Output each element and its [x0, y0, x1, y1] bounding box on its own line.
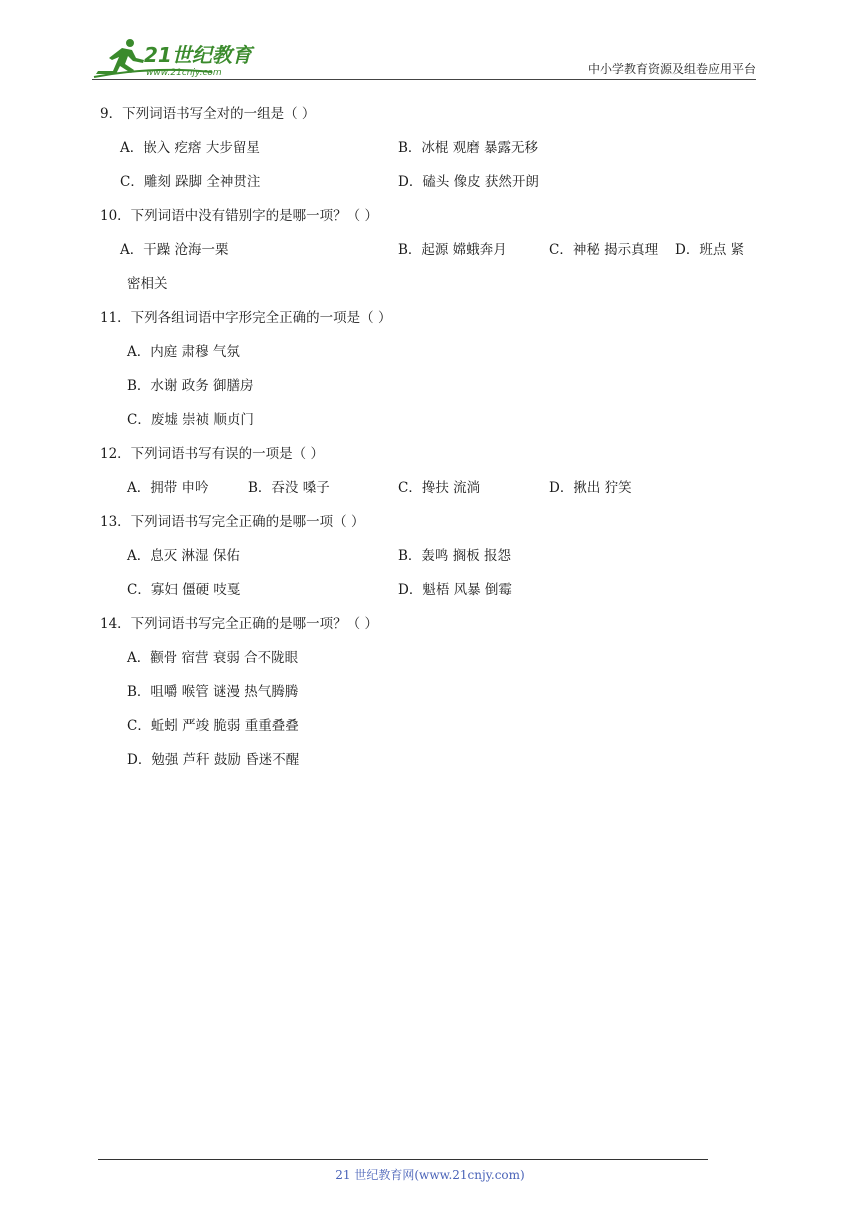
question-12-option-a[interactable]: A．拥带 申吟: [127, 480, 209, 496]
logo-text: 21世纪教育: [144, 43, 252, 67]
question-9-option-b[interactable]: B．冰棍 观磨 暴露无移: [398, 140, 539, 156]
question-11-option-c[interactable]: C．废墟 崇祯 顺贞门: [127, 412, 254, 428]
footer-link[interactable]: 21 世纪教育网(www.21cnjy.com): [335, 1168, 525, 1182]
question-13-option-c[interactable]: C．寡妇 僵硬 吱戛: [127, 582, 241, 598]
question-10-option-d[interactable]: D．班点 紧: [675, 242, 745, 258]
page-header: [92, 30, 756, 80]
question-12-row-1: [100, 478, 760, 498]
footer-divider: [98, 1159, 708, 1160]
question-13-row-1: [100, 546, 760, 566]
logo-url: www.21cnjy.com: [146, 68, 222, 78]
question-10-row-1: [100, 240, 760, 260]
question-9-option-c[interactable]: C．雕刻 跺脚 全神贯注: [120, 174, 261, 190]
question-12-option-b[interactable]: B．吞没 嗓子: [248, 480, 330, 496]
question-9-stem: 9．下列词语书写全对的一组是（ ）: [100, 106, 316, 122]
question-13-option-b[interactable]: B．轰鸣 搁板 报怨: [398, 548, 512, 564]
question-14-option-b[interactable]: B．咀嚼 喉管 谜漫 热气腾腾: [127, 684, 299, 700]
question-10-stem: 10．下列词语中没有错别字的是哪一项？（ ）: [100, 208, 378, 224]
runner-icon: [96, 39, 144, 74]
question-13-row-2: [100, 580, 760, 600]
question-9-option-d[interactable]: D．磕头 像皮 获然开朗: [398, 174, 539, 190]
question-9-option-a[interactable]: A．嵌入 疙瘩 大步留星: [120, 140, 260, 156]
question-11-option-a[interactable]: A．内庭 肃穆 气氛: [127, 344, 240, 360]
question-10-option-c[interactable]: C．神秘 揭示真理: [549, 242, 659, 258]
question-14-option-a[interactable]: A．颧骨 宿营 衰弱 合不陇眼: [127, 650, 299, 666]
question-9-row-1: [100, 138, 760, 158]
question-14-option-d[interactable]: D．勉强 芦秆 鼓励 昏迷不醒: [127, 752, 300, 768]
question-10-option-b[interactable]: B．起源 嫦蛾奔月: [398, 242, 507, 258]
question-12-stem: 12．下列词语书写有误的一项是（ ）: [100, 446, 324, 462]
question-12-option-d[interactable]: D．揪出 狞笑: [549, 480, 632, 496]
header-divider: [92, 79, 756, 80]
question-13-option-d[interactable]: D．魁梧 风暴 倒霉: [398, 582, 512, 598]
logo: [92, 36, 262, 78]
question-13-stem: 13．下列词语书写完全正确的是哪一项（ ）: [100, 514, 365, 530]
platform-name: 中小学教育资源及组卷应用平台: [587, 62, 756, 76]
question-10-option-a[interactable]: A．干躁 沧海一栗: [120, 242, 229, 258]
question-9-row-2: [100, 172, 760, 192]
question-14-option-c[interactable]: C．蚯蚓 严竣 脆弱 重重叠叠: [127, 718, 299, 734]
question-13-option-a[interactable]: A．息灭 淋湿 保佑: [127, 548, 240, 564]
question-12-option-c[interactable]: C．搀扶 流淌: [398, 480, 481, 496]
question-14-stem: 14．下列词语书写完全正确的是哪一项？（ ）: [100, 616, 378, 632]
question-10-option-d-continued: 密相关: [127, 276, 168, 292]
question-11-stem: 11．下列各组词语中字形完全正确的一项是（ ）: [100, 310, 392, 326]
question-11-option-b[interactable]: B．水谢 政务 御膳房: [127, 378, 254, 394]
